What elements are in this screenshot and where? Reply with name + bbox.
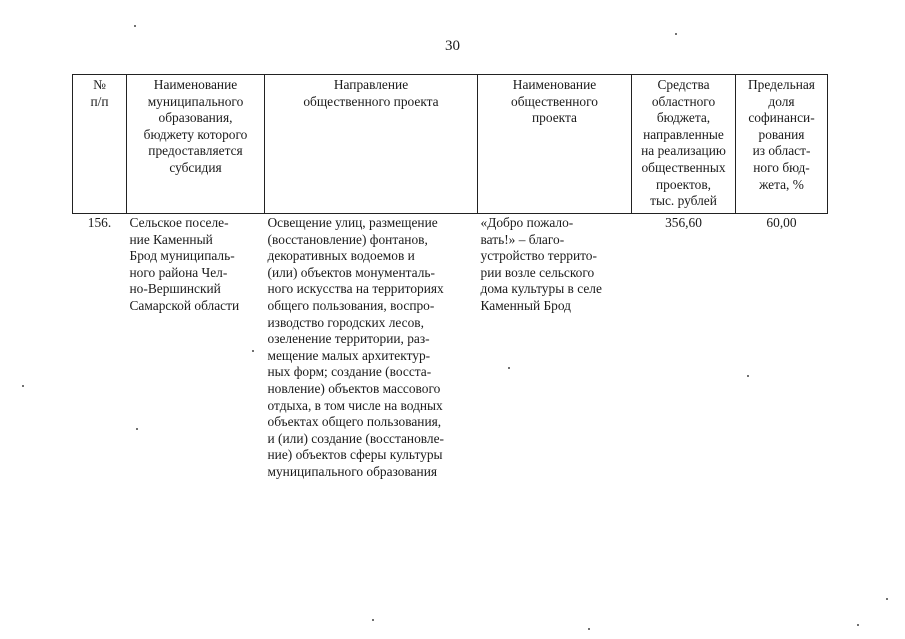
scan-speck bbox=[588, 628, 590, 630]
text-line: общественного проекта bbox=[303, 93, 439, 109]
text-line: озеленение территории, раз- bbox=[267, 331, 430, 347]
text-line: мещение малых архитектур- bbox=[267, 347, 431, 363]
page-number: 30 bbox=[445, 38, 460, 54]
text-line: Каменный Брод bbox=[480, 297, 571, 313]
text-line: проекта bbox=[532, 110, 577, 126]
text-line: субсидия bbox=[169, 159, 222, 175]
scan-speck bbox=[508, 367, 510, 369]
text-line: областного bbox=[651, 93, 716, 109]
row-project bbox=[478, 214, 632, 481]
text-line: Самарской области bbox=[129, 297, 240, 313]
header-municipality bbox=[127, 75, 265, 214]
text-line: муниципального образования bbox=[267, 463, 438, 479]
text-line: направленные bbox=[643, 126, 724, 142]
text-line: Сельское поселе- bbox=[129, 215, 229, 230]
row-funds: 356,60 bbox=[665, 215, 702, 230]
text-line: бюджету которого bbox=[143, 126, 248, 142]
text-line: Освещение улиц, размещение bbox=[267, 215, 438, 230]
text-line: ние Каменный bbox=[129, 231, 213, 247]
row-municipality bbox=[127, 214, 265, 481]
text-line: новление) объектов массового bbox=[267, 380, 441, 396]
scan-speck bbox=[136, 428, 138, 430]
scan-speck bbox=[372, 619, 374, 621]
text-line: рования bbox=[758, 126, 805, 142]
scan-speck bbox=[857, 624, 859, 626]
text-line: п/п bbox=[90, 93, 109, 109]
text-line: (восстановление) фонтанов, bbox=[267, 231, 428, 247]
row-share: 60,00 bbox=[766, 215, 797, 230]
text-line: общественного bbox=[511, 93, 598, 109]
text-line: жета, % bbox=[759, 176, 804, 192]
text-line: (или) объектов монументаль- bbox=[267, 264, 435, 280]
text-line: Средства bbox=[657, 77, 710, 92]
text-line: тыс. рублей bbox=[650, 193, 717, 209]
text-line: Предельная bbox=[748, 77, 815, 92]
header-share bbox=[736, 75, 828, 214]
text-line: муниципального bbox=[147, 93, 244, 109]
text-line: дома культуры в селе bbox=[480, 281, 602, 297]
text-line: ного искусства на территориях bbox=[267, 281, 444, 297]
text-line: ного района Чел- bbox=[129, 264, 228, 280]
header-direction bbox=[265, 75, 478, 214]
row-direction bbox=[265, 214, 478, 481]
text-line: рии возле сельского bbox=[480, 264, 595, 280]
scan-speck bbox=[22, 385, 24, 387]
text-line: ных форм; создание (восста- bbox=[267, 364, 432, 380]
text-line: № bbox=[93, 77, 106, 92]
header-num bbox=[73, 75, 127, 214]
scan-speck bbox=[134, 25, 136, 27]
text-line: объектах общего пользования, bbox=[267, 414, 442, 430]
text-line: доля bbox=[768, 93, 795, 109]
text-line: образования, bbox=[158, 110, 233, 126]
text-line: на реализацию bbox=[641, 143, 726, 159]
text-line: и (или) создание (восстановле- bbox=[267, 430, 445, 446]
text-line: ние) объектов сферы культуры bbox=[267, 447, 443, 463]
header-funds bbox=[632, 75, 736, 214]
text-line: Направление bbox=[333, 77, 409, 92]
text-line: «Добро пожало- bbox=[480, 215, 574, 230]
text-line: общего пользования, воспро- bbox=[267, 297, 435, 313]
text-line: Брод муниципаль- bbox=[129, 248, 235, 264]
text-line: предоставляется bbox=[148, 143, 243, 159]
text-line: общественных bbox=[641, 159, 726, 175]
text-line: декоративных водоемов и bbox=[267, 248, 415, 264]
scan-speck bbox=[747, 375, 749, 377]
text-line: Наименование bbox=[512, 77, 597, 92]
table-header-row bbox=[73, 75, 828, 214]
scan-speck bbox=[886, 598, 888, 600]
text-line: из област- bbox=[752, 143, 811, 159]
text-line: отдыха, в том числе на водных bbox=[267, 397, 443, 413]
header-project bbox=[478, 75, 632, 214]
text-line: Наименование bbox=[153, 77, 238, 92]
scan-speck bbox=[675, 33, 677, 35]
text-line: проектов, bbox=[655, 176, 712, 192]
text-line: изводство городских лесов, bbox=[267, 314, 424, 330]
text-line: вать!» – благо- bbox=[480, 231, 565, 247]
scan-speck bbox=[252, 350, 254, 352]
text-line: бюджета, bbox=[656, 110, 711, 126]
subsidy-table bbox=[72, 74, 828, 481]
text-line: но-Вершинский bbox=[129, 281, 221, 297]
text-line: устройство террито- bbox=[480, 248, 597, 264]
table-row bbox=[73, 214, 828, 481]
text-line: ного бюд- bbox=[753, 159, 810, 175]
row-num: 156. bbox=[87, 215, 112, 230]
text-line: софинанси- bbox=[748, 110, 815, 126]
